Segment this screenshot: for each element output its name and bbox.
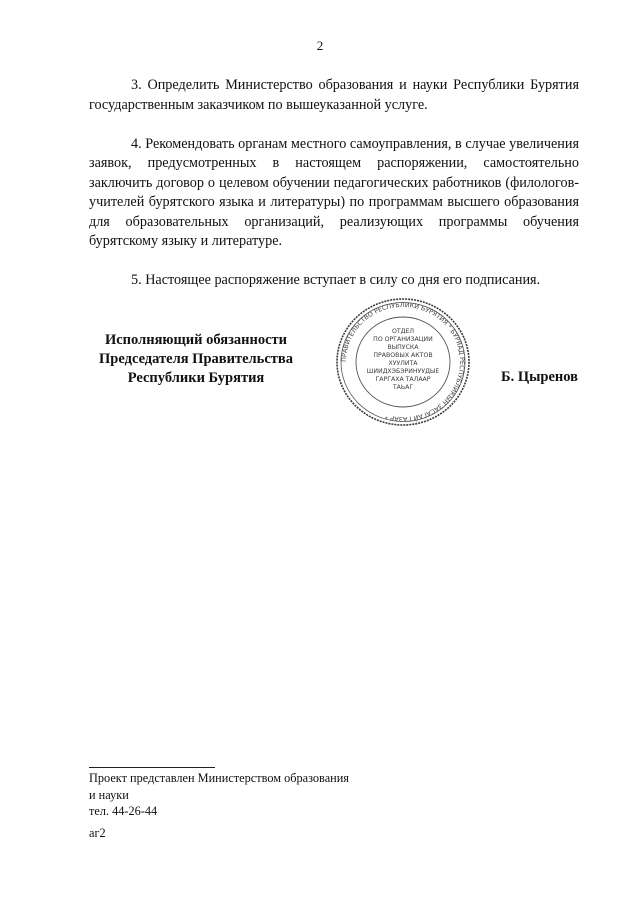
footnote-line: Проект представлен Министерством образования (89, 771, 349, 785)
signatory-title (84, 331, 308, 388)
signatory-title-line: Исполняющий обязанности (104, 332, 288, 348)
stamp-ring-path: ПРАВИТЕЛЬСТВО РЕСПУБЛИКИ БУРЯТИЯ * БУРЯАД РЕСПУБЛИКЫН ЗАСАГАЙ ГАЗАР * (339, 300, 467, 424)
stamp-center-line: ПРАВОВЫХ АКТОВ (373, 352, 433, 359)
paragraph-4: 4. Рекомендовать органам местного самоуправления, в случае увеличения заявок, предусмотренных в настоящем распоряжении, самостоятельно заключить договор о целевом обучении педагогических работников (филологов-учителей бурятского языка и литературы) по программам высшего образования для образовательных организаций, реализующих программы обучения бурятскому языку и литературе. (89, 135, 579, 249)
stamp-center-line: ХУУЛИТА (388, 360, 418, 367)
footnote-line: и науки (89, 787, 129, 802)
official-seal-stamp (334, 296, 472, 428)
stamp-center-line: ГАРГАХА ТАЛААР (375, 376, 431, 383)
stamp-center-line: ТАЬАГ (392, 384, 414, 391)
page-number: 2 (316, 38, 324, 53)
signatory-title-line: Республики Бурятия (127, 370, 265, 386)
signer-name: Б. Цыренов (500, 369, 578, 385)
footnote-line: тел. 44-26-44 (89, 804, 158, 818)
paragraph-3: 3. Определить Министерство образования и науки Республики Бурятия государственным заказчиком по вышеуказанной услуге. (89, 77, 579, 113)
stamp-center-line: ПО ОРГАНИЗАЦИИ (373, 336, 433, 343)
document-body (89, 76, 579, 310)
footnote-divider (89, 767, 215, 768)
paragraph-5: 5. Настоящее распоряжение вступает в силу со дня его подписания. (131, 272, 541, 288)
footnote (89, 770, 349, 820)
stamp-center-line: ОТДЕЛ (391, 328, 415, 335)
document-code: аг2 (89, 826, 106, 840)
signatory-title-line: Председателя Правительства (99, 351, 293, 367)
stamp-center-line: ВЫПУСКА (387, 344, 419, 351)
stamp-center-line: ШИИДХЭБЭРИНУУДЫЕ (366, 368, 440, 375)
